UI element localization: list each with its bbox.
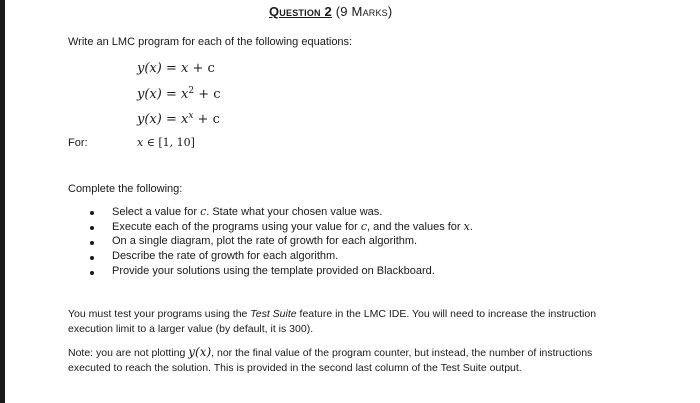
plotting-note	[68, 345, 628, 376]
note-text: , nor the final value of the program counter, but instead, the number of instructions executed to reach the solution. This is provided in the second last column of the Test Suite output.	[68, 347, 593, 374]
domain-range: ∈ [1, 10]	[143, 136, 195, 149]
intro-text: Write an LMC program for each of the following equations:	[68, 36, 353, 48]
list-item	[112, 220, 473, 233]
list-item: On a single diagram, plot the rate of growth for each algorithm.	[112, 235, 418, 247]
equation-lhs: y(x)	[137, 61, 162, 76]
math-variable: x	[463, 220, 470, 233]
list-item-text: , and the values for	[367, 221, 464, 233]
list-item: Describe the rate of growth for each algorithm.	[112, 250, 339, 262]
equation-exponent: x	[188, 111, 194, 121]
bullet-dot	[90, 271, 94, 275]
math-expression: y(x)	[188, 345, 212, 359]
list-item-text: . State what your chosen value was.	[206, 206, 383, 218]
equation-equals: =	[161, 112, 181, 127]
equation-base: x	[181, 61, 189, 76]
equation-quadratic	[137, 86, 221, 102]
equation-rest: + c	[188, 61, 215, 76]
domain-variable: x	[137, 136, 144, 149]
equation-equals: =	[161, 87, 181, 102]
equation-lhs: y(x)	[137, 112, 162, 127]
list-item-text: Execute each of the programs using your value for	[112, 221, 361, 233]
question-number: Question 2	[269, 4, 332, 19]
test-suite-note	[68, 307, 628, 337]
for-label: For:	[68, 137, 88, 149]
note-text: Note: you are not plotting	[68, 347, 189, 359]
list-item-text: Select a value for	[112, 206, 201, 218]
question-marks: (9 Marks)	[335, 4, 393, 19]
list-item	[112, 205, 382, 218]
equation-rest: + c	[194, 87, 221, 102]
list-item-text: .	[469, 221, 473, 233]
equation-equals: =	[161, 61, 181, 76]
note-text: You must test your programs using the	[68, 308, 251, 320]
equation-linear	[137, 61, 215, 76]
domain-expression	[137, 136, 195, 149]
equation-exponent: 2	[188, 86, 195, 96]
bullet-dot	[90, 226, 94, 230]
math-variable: c	[200, 205, 207, 218]
complete-heading: Complete the following:	[68, 183, 183, 195]
equation-lhs: y(x)	[137, 87, 162, 102]
equation-exponential	[137, 111, 220, 127]
question-title	[269, 4, 392, 19]
note-emphasis: Test Suite	[250, 308, 297, 320]
math-variable: c	[360, 220, 368, 233]
equation-base: x	[181, 87, 189, 102]
equation-rest: + c	[193, 112, 220, 127]
bullet-dot	[90, 211, 94, 215]
list-item: Provide your solutions using the template provided on Blackboard.	[112, 265, 435, 277]
note-text: feature in the LMC IDE. You will need to increase the instruction execution limit to a larger value (by default, it is 300).	[68, 308, 597, 335]
bullet-dot	[90, 256, 94, 260]
equation-base: x	[181, 112, 189, 127]
bullet-dot	[90, 241, 94, 245]
